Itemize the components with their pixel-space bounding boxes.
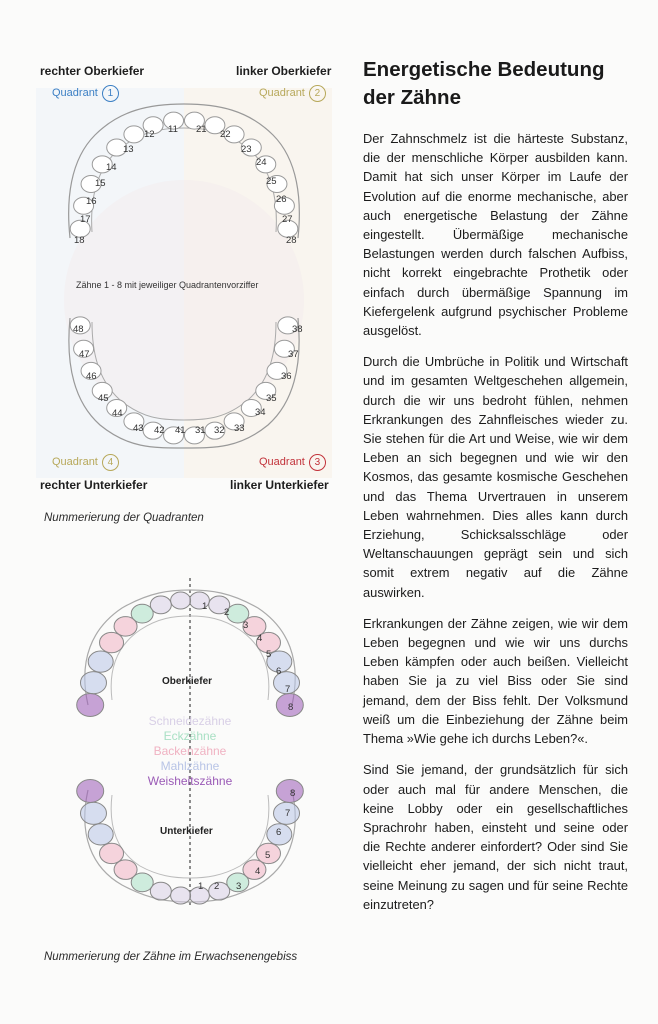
tooth-number: 43 — [133, 423, 144, 434]
tooth-number: 36 — [281, 371, 292, 382]
figure-caption-adult-teeth: Nummerierung der Zähne im Erwachsenengebiss — [44, 951, 298, 963]
tooth-number: 2 — [224, 607, 230, 618]
tooth-number: 47 — [79, 349, 90, 360]
legend-item: Mahlzähne — [160, 759, 220, 773]
tooth-number: 8 — [290, 788, 296, 799]
label-upper-left-jaw: linker Oberkiefer — [236, 64, 332, 78]
label-lower-left-jaw: linker Unterkiefer — [230, 478, 329, 492]
tooth-number: 14 — [106, 162, 117, 173]
tooth-number: 2 — [214, 881, 220, 892]
tooth-number: 1 — [202, 601, 208, 612]
tooth-number: 44 — [112, 408, 123, 419]
article-title — [363, 56, 628, 112]
tooth-number: 6 — [276, 666, 282, 677]
tooth-number: 38 — [292, 324, 303, 335]
quadrant-word: Quadrant — [259, 456, 305, 468]
tooth-shape — [100, 632, 124, 652]
quadrant-note: Zähne 1 - 8 mit jeweiliger Quadrantenvorziffer — [76, 280, 259, 290]
quadrant-number: 1 — [102, 85, 119, 102]
tooth-number: 34 — [255, 407, 266, 418]
upper-jaw-label: Oberkiefer — [162, 676, 213, 687]
tooth-number: 35 — [266, 393, 277, 404]
tooth-number: 6 — [276, 827, 282, 838]
quadrant-word: Quadrant — [259, 87, 305, 99]
tooth-number: 1 — [198, 881, 204, 892]
tooth-number: 3 — [243, 620, 249, 631]
article-paragraph: Durch die Umbrüche in Politik und Wirtschaft und im gesamten Weltgeschehen allgemein, durch die wir uns bedroht fühlen, nehmen Erkrankungen des Zahnfleisches wieder zu. Sie stehen für die Art und Weise, wie wir dem Leben an sich begegnen und wie wir den Kosmos, das gesamte kosmische Geschehen und das Thema Urvertrauen in unserem Leben wahrnehmen. Dies alles kann durch Erziehung, Schicksalsschläge oder Weltanschauungen geprägt sein und sich somit extrem negativ auf die Zähne auswirken. — [363, 354, 628, 600]
tooth-number: 5 — [265, 850, 271, 861]
article-paragraph: Der Zahnschmelz ist die härteste Substanz, die der menschliche Körper ausbilden kann. Damit hat sich unser Körper im Laufe der Evolution auf die enorme mechanische, aber auch energetische Belastung der Zähne eingestellt. Übermäßige mechanische Belastungen werden durch falschen Aufbiss, nicht korrekt eingebrachte Prothetik oder einfach durch übermäßige Spannung im Kiefergelenk aufgrund psychischer Probleme ausgelöst. — [363, 131, 628, 339]
tooth-number: 13 — [123, 144, 134, 155]
tooth-number: 24 — [256, 157, 267, 168]
quadrant-number: 3 — [309, 454, 326, 471]
tooth-number: 17 — [80, 214, 91, 225]
article-body — [363, 129, 628, 914]
tooth-shape — [88, 824, 113, 845]
tooth-number: 3 — [236, 881, 242, 892]
tooth-number: 32 — [214, 425, 225, 436]
tooth-shape — [171, 592, 191, 609]
tooth-shape — [150, 596, 171, 614]
tooth-shape — [77, 693, 104, 716]
tooth-number: 45 — [98, 393, 109, 404]
tooth-number: 22 — [220, 129, 231, 140]
article-paragraph: Sind Sie jemand, der grundsätzlich für sich oder auch mal für andere Menschen, die keine Lobby oder ein gesellschaftliches Sprachrohr haben, einsteht und seine oder die Rechte anderer einfordert? Oder sind Sie vielleicht eher jemand, der sich nicht traut, seine Meinung zu sagen und für seine Rechte einzutreten? — [363, 762, 628, 912]
tooth-number: 8 — [288, 702, 294, 713]
quadrant-word: Quadrant — [52, 87, 98, 99]
tooth-number: 16 — [86, 196, 97, 207]
lower-jaw-label: Unterkiefer — [160, 826, 213, 837]
article-title-line-1: Energetische Bedeutung — [363, 58, 605, 81]
legend-item: Backenzähne — [153, 744, 227, 758]
tooth-number: 31 — [195, 425, 206, 436]
tooth-number: 25 — [266, 176, 277, 187]
tooth-number: 21 — [196, 124, 207, 135]
tooth-number: 42 — [154, 425, 165, 436]
tooth-number: 27 — [282, 214, 293, 225]
quadrant-number: 4 — [102, 454, 119, 471]
quadrant-number: 2 — [309, 85, 326, 102]
label-upper-right-jaw: rechter Oberkiefer — [40, 64, 145, 78]
legend-item: Eckzähne — [163, 729, 217, 743]
tooth-type-legend — [120, 714, 260, 789]
tooth-shape — [77, 780, 104, 803]
tooth-number: 46 — [86, 371, 97, 382]
tooth-shape — [100, 843, 124, 863]
tooth-number: 48 — [73, 324, 84, 335]
label-lower-right-jaw: rechter Unterkiefer — [40, 478, 148, 492]
tooth-shape — [88, 651, 113, 672]
tooth-shape — [171, 887, 191, 904]
tooth-number: 4 — [257, 633, 263, 644]
article — [363, 56, 628, 926]
tooth-shape — [150, 882, 171, 900]
tooth-shape — [80, 672, 106, 694]
tooth-number: 41 — [175, 425, 186, 436]
tooth-number: 23 — [241, 144, 252, 155]
tooth-number: 28 — [286, 235, 297, 246]
tooth-number: 37 — [288, 349, 299, 360]
tooth-number: 5 — [266, 649, 272, 660]
tooth-shape — [80, 802, 106, 824]
tooth-number: 7 — [285, 684, 291, 695]
tooth-number: 18 — [74, 235, 85, 246]
legend-item: Schneidezähne — [148, 714, 232, 728]
article-paragraph: Erkrankungen der Zähne zeigen, wie wir dem Leben begegnen und wie wir uns durchs Leben kämpfen oder auch beißen. Vielleicht haben Sie ja zu viel Biss oder Sie sind jemand, dem der Biss fehlt. Der Volksmund weiß um die Einbeziehung der Zähne beim Thema »Wie gehe ich durchs Leben?«. — [363, 615, 628, 747]
tooth-number: 11 — [168, 124, 178, 135]
quadrant-word: Quadrant — [52, 456, 98, 468]
article-title-line-2: der Zähne — [363, 86, 461, 109]
tooth-number: 12 — [144, 129, 155, 140]
tooth-number: 33 — [234, 423, 245, 434]
figure-caption-quadrants: Nummerierung der Quadranten — [44, 512, 204, 524]
tooth-number: 7 — [285, 808, 291, 819]
tooth-number: 15 — [95, 178, 106, 189]
tooth-number: 26 — [276, 194, 287, 205]
tooth-number: 4 — [255, 866, 261, 877]
legend-item: Weisheitszähne — [147, 774, 233, 788]
